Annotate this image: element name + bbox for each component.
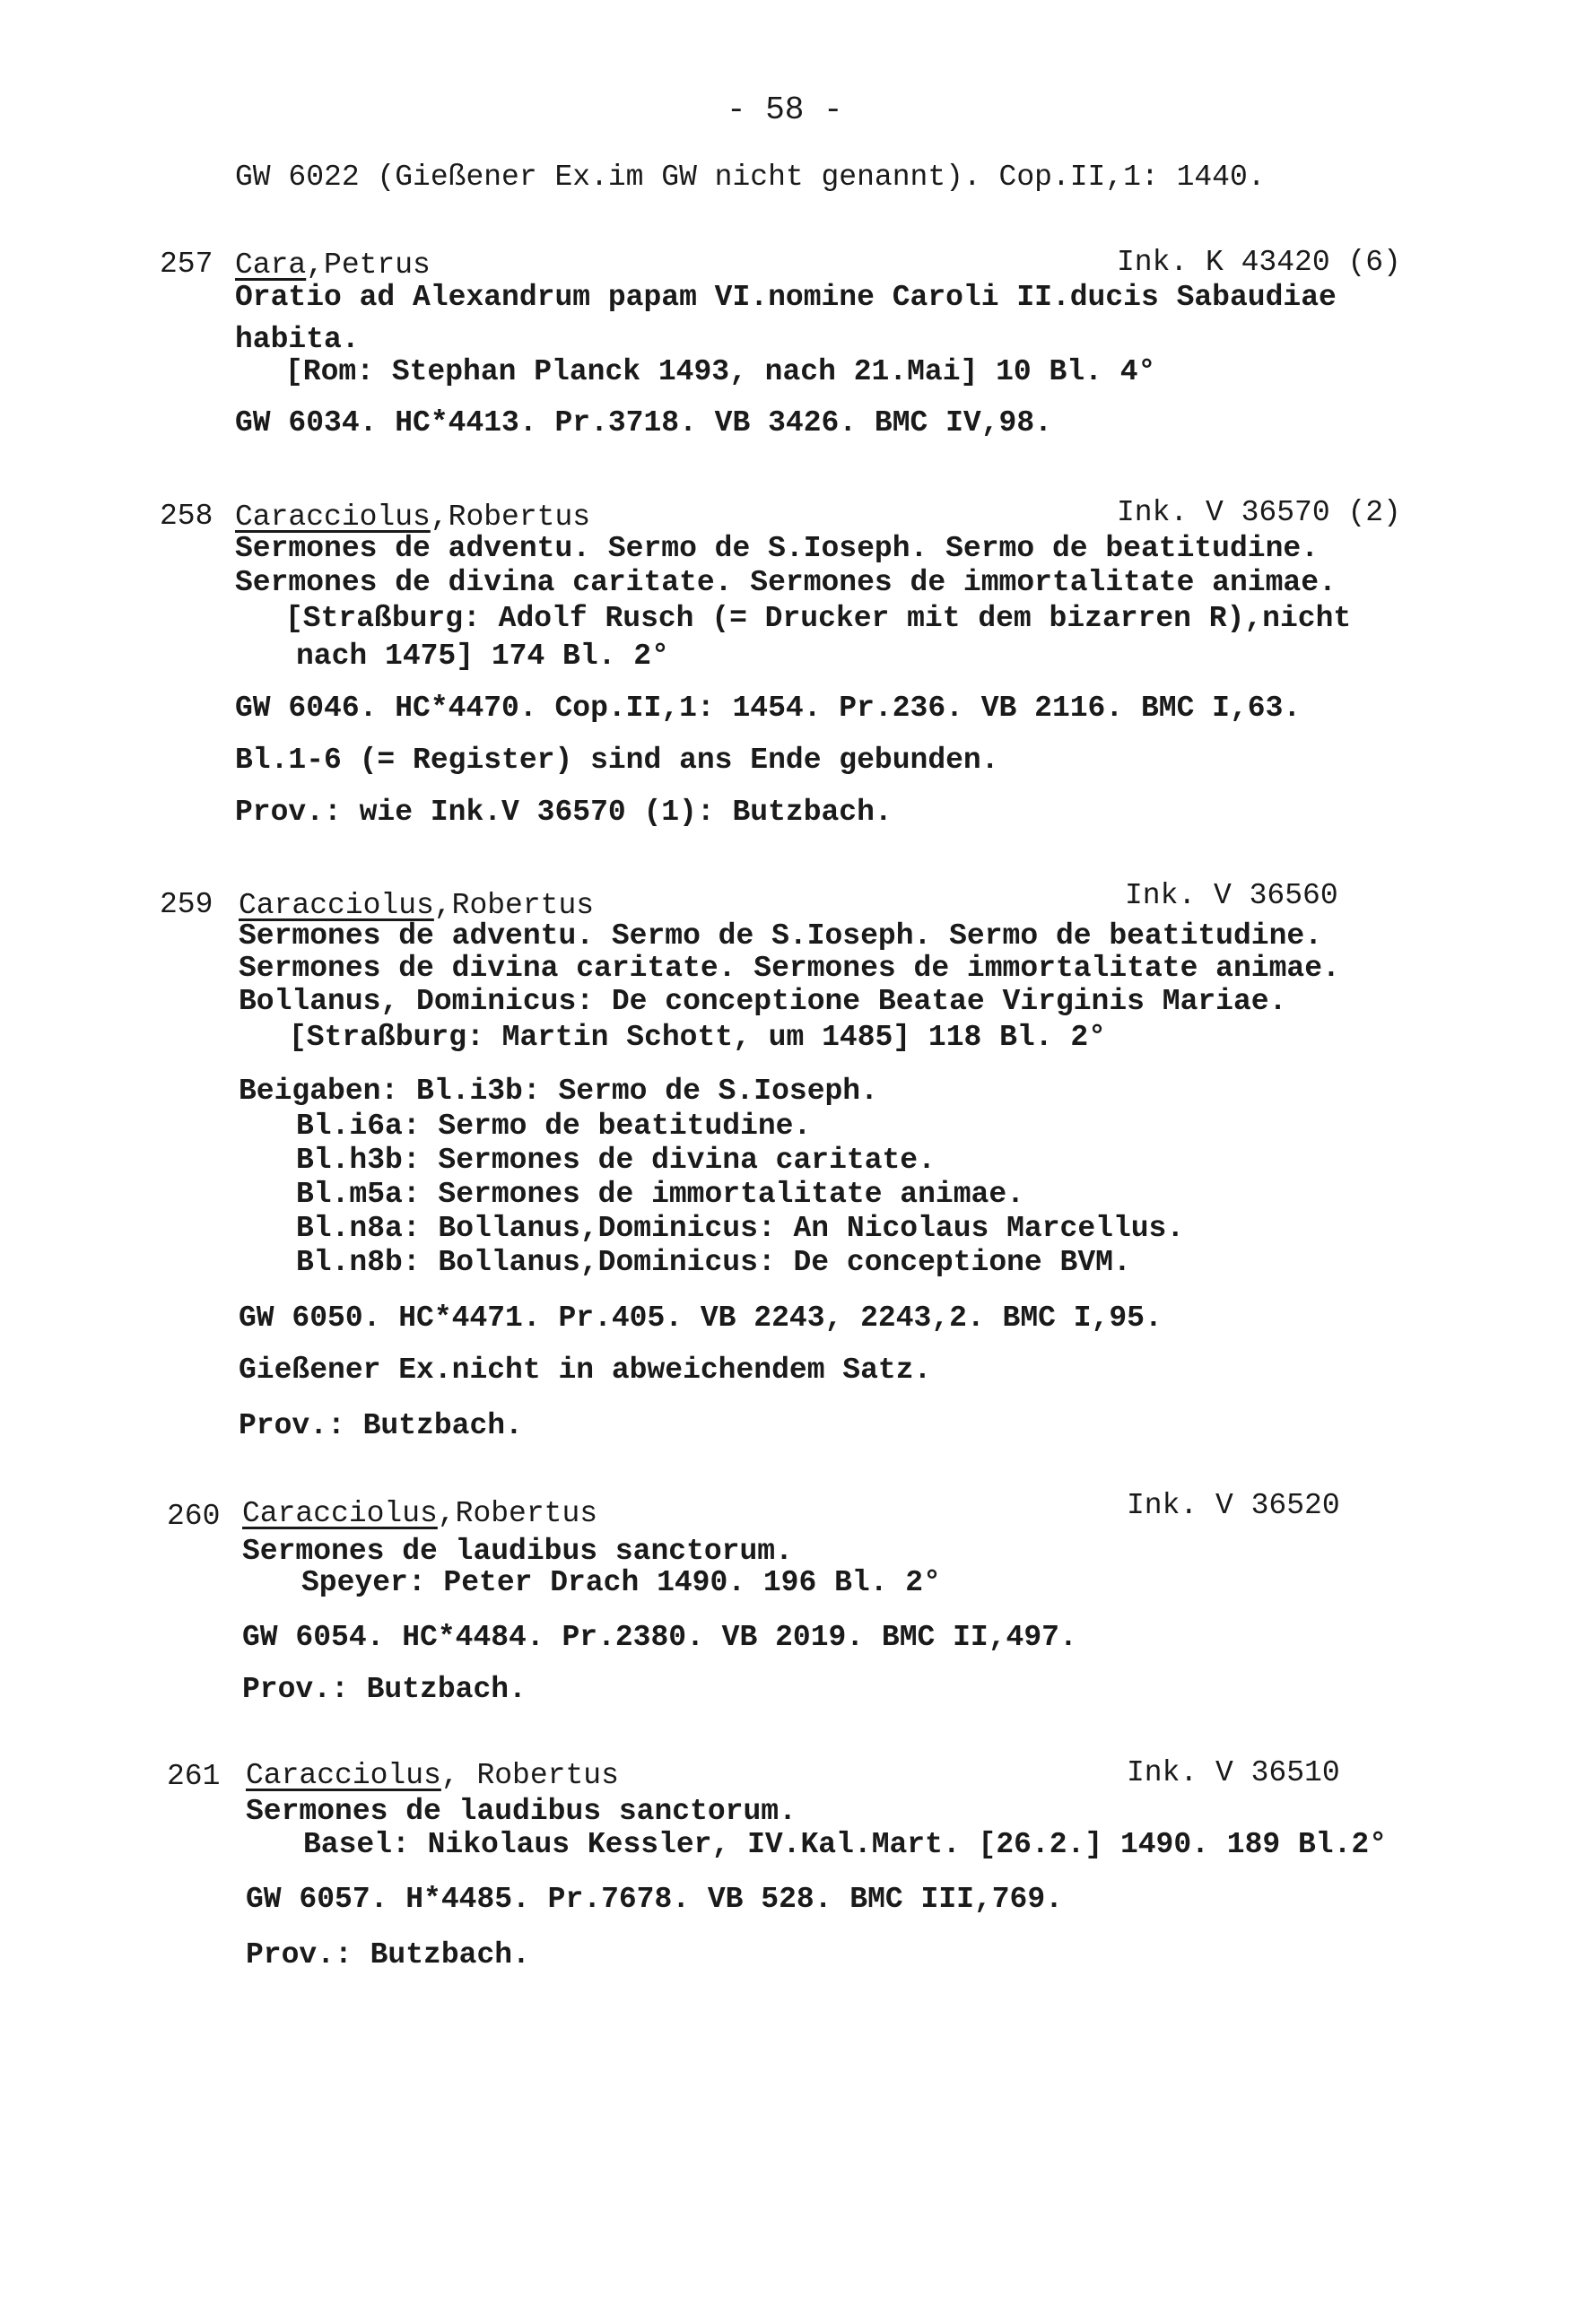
entry-signature: Ink. V 36510 — [1127, 1756, 1340, 1789]
note-line: Bl.1-6 (= Register) sind ans Ende gebunden. — [235, 744, 999, 777]
title-line: Sermones de divina caritate. Sermones de immortalitate animae. — [239, 952, 1340, 985]
author-given: ,Robertus — [433, 889, 595, 922]
title-line: habita. — [235, 323, 360, 356]
title-line: Bollanus, Dominicus: De conceptione Beatae Virginis Mariae. — [239, 985, 1287, 1018]
entry-number: 261 — [167, 1760, 221, 1793]
imprint-line: nach 1475] 174 Bl. 2° — [296, 640, 669, 673]
author-given: ,Petrus — [306, 248, 431, 282]
title-line: Sermones de laudibus sanctorum. — [242, 1535, 793, 1568]
top-line: GW 6022 (Gießener Ex.im GW nicht genannt). Cop.II,1: 1440. — [235, 161, 1266, 194]
imprint-line: Basel: Nikolaus Kessler, IV.Kal.Mart. [26.2.] 1490. 189 Bl.2° — [303, 1828, 1387, 1861]
supplement-line: Bl.n8a: Bollanus,Dominicus: An Nicolaus Marcellus. — [296, 1212, 1185, 1245]
author-surname: Cara — [235, 248, 307, 282]
entry-author — [246, 1758, 619, 1794]
entry-number: 257 — [160, 248, 213, 281]
title-line: Sermones de laudibus sanctorum. — [246, 1795, 797, 1828]
author-given: ,Robertus — [430, 500, 591, 534]
entry-signature: Ink. V 36520 — [1127, 1489, 1340, 1522]
supplement-line: Bl.n8b: Bollanus,Dominicus: De conceptione BVM. — [296, 1246, 1131, 1279]
title-line: Sermones de adventu. Sermo de S.Ioseph. Sermo de beatitudine. — [239, 919, 1322, 953]
entry-number: 259 — [160, 888, 213, 921]
note-line: Prov.: Butzbach. — [246, 1938, 530, 1971]
note-line: Prov.: Butzbach. — [239, 1409, 523, 1442]
author-surname: Caracciolus — [235, 500, 431, 534]
author-surname: Caracciolus — [242, 1497, 438, 1530]
entry-number: 260 — [167, 1500, 221, 1533]
note-line: Prov.: Butzbach. — [242, 1673, 527, 1706]
imprint-line: [Rom: Stephan Planck 1493, nach 21.Mai] 10 Bl. 4° — [285, 355, 1156, 388]
entry-author — [242, 1496, 597, 1532]
imprint-line: [Straßburg: Adolf Rusch (= Drucker mit dem bizarren R),nicht — [285, 602, 1352, 635]
entry-signature: Ink. K 43420 (6) — [1117, 246, 1401, 279]
title-line: Sermones de divina caritate. Sermones de immortalitate animae. — [235, 566, 1337, 599]
supplement-line: Bl.i6a: Sermo de beatitudine. — [296, 1110, 812, 1143]
supplement-line: Bl.m5a: Sermones de immortalitate animae. — [296, 1178, 1024, 1211]
author-given: , Robertus — [440, 1759, 619, 1792]
refs-line: GW 6046. HC*4470. Cop.II,1: 1454. Pr.236. VB 2116. BMC I,63. — [235, 692, 1302, 725]
imprint-line: [Straßburg: Martin Schott, um 1485] 118 Bl. 2° — [289, 1021, 1106, 1054]
supplements-label: Beigaben: Bl.i3b: Sermo de S.Ioseph. — [239, 1075, 878, 1108]
note-line: Gießener Ex.nicht in abweichendem Satz. — [239, 1353, 932, 1387]
supplement-line: Bl.h3b: Sermones de divina caritate. — [296, 1144, 936, 1177]
entry-signature: Ink. V 36570 (2) — [1117, 496, 1401, 529]
imprint-line: Speyer: Peter Drach 1490. 196 Bl. 2° — [301, 1566, 941, 1599]
refs-line: GW 6054. HC*4484. Pr.2380. VB 2019. BMC II,497. — [242, 1621, 1077, 1654]
title-line: Sermones de adventu. Sermo de S.Ioseph. Sermo de beatitudine. — [235, 532, 1319, 565]
author-surname: Caracciolus — [239, 889, 434, 922]
entry-author — [235, 248, 431, 283]
note-line: Prov.: wie Ink.V 36570 (1): Butzbach. — [235, 796, 893, 829]
title-line: Oratio ad Alexandrum papam VI.nomine Caroli II.ducis Sabaudiae — [235, 281, 1337, 314]
entry-author — [235, 500, 590, 535]
entry-signature: Ink. V 36560 — [1125, 879, 1338, 912]
page-number: - 58 - — [727, 91, 843, 128]
author-surname: Caracciolus — [246, 1759, 441, 1792]
refs-line: GW 6034. HC*4413. Pr.3718. VB 3426. BMC IV,98. — [235, 406, 1052, 440]
entry-number: 258 — [160, 500, 213, 533]
refs-line: GW 6050. HC*4471. Pr.405. VB 2243, 2243,2. BMC I,95. — [239, 1301, 1163, 1335]
author-given: ,Robertus — [437, 1497, 598, 1530]
refs-line: GW 6057. H*4485. Pr.7678. VB 528. BMC III,769. — [246, 1883, 1063, 1916]
